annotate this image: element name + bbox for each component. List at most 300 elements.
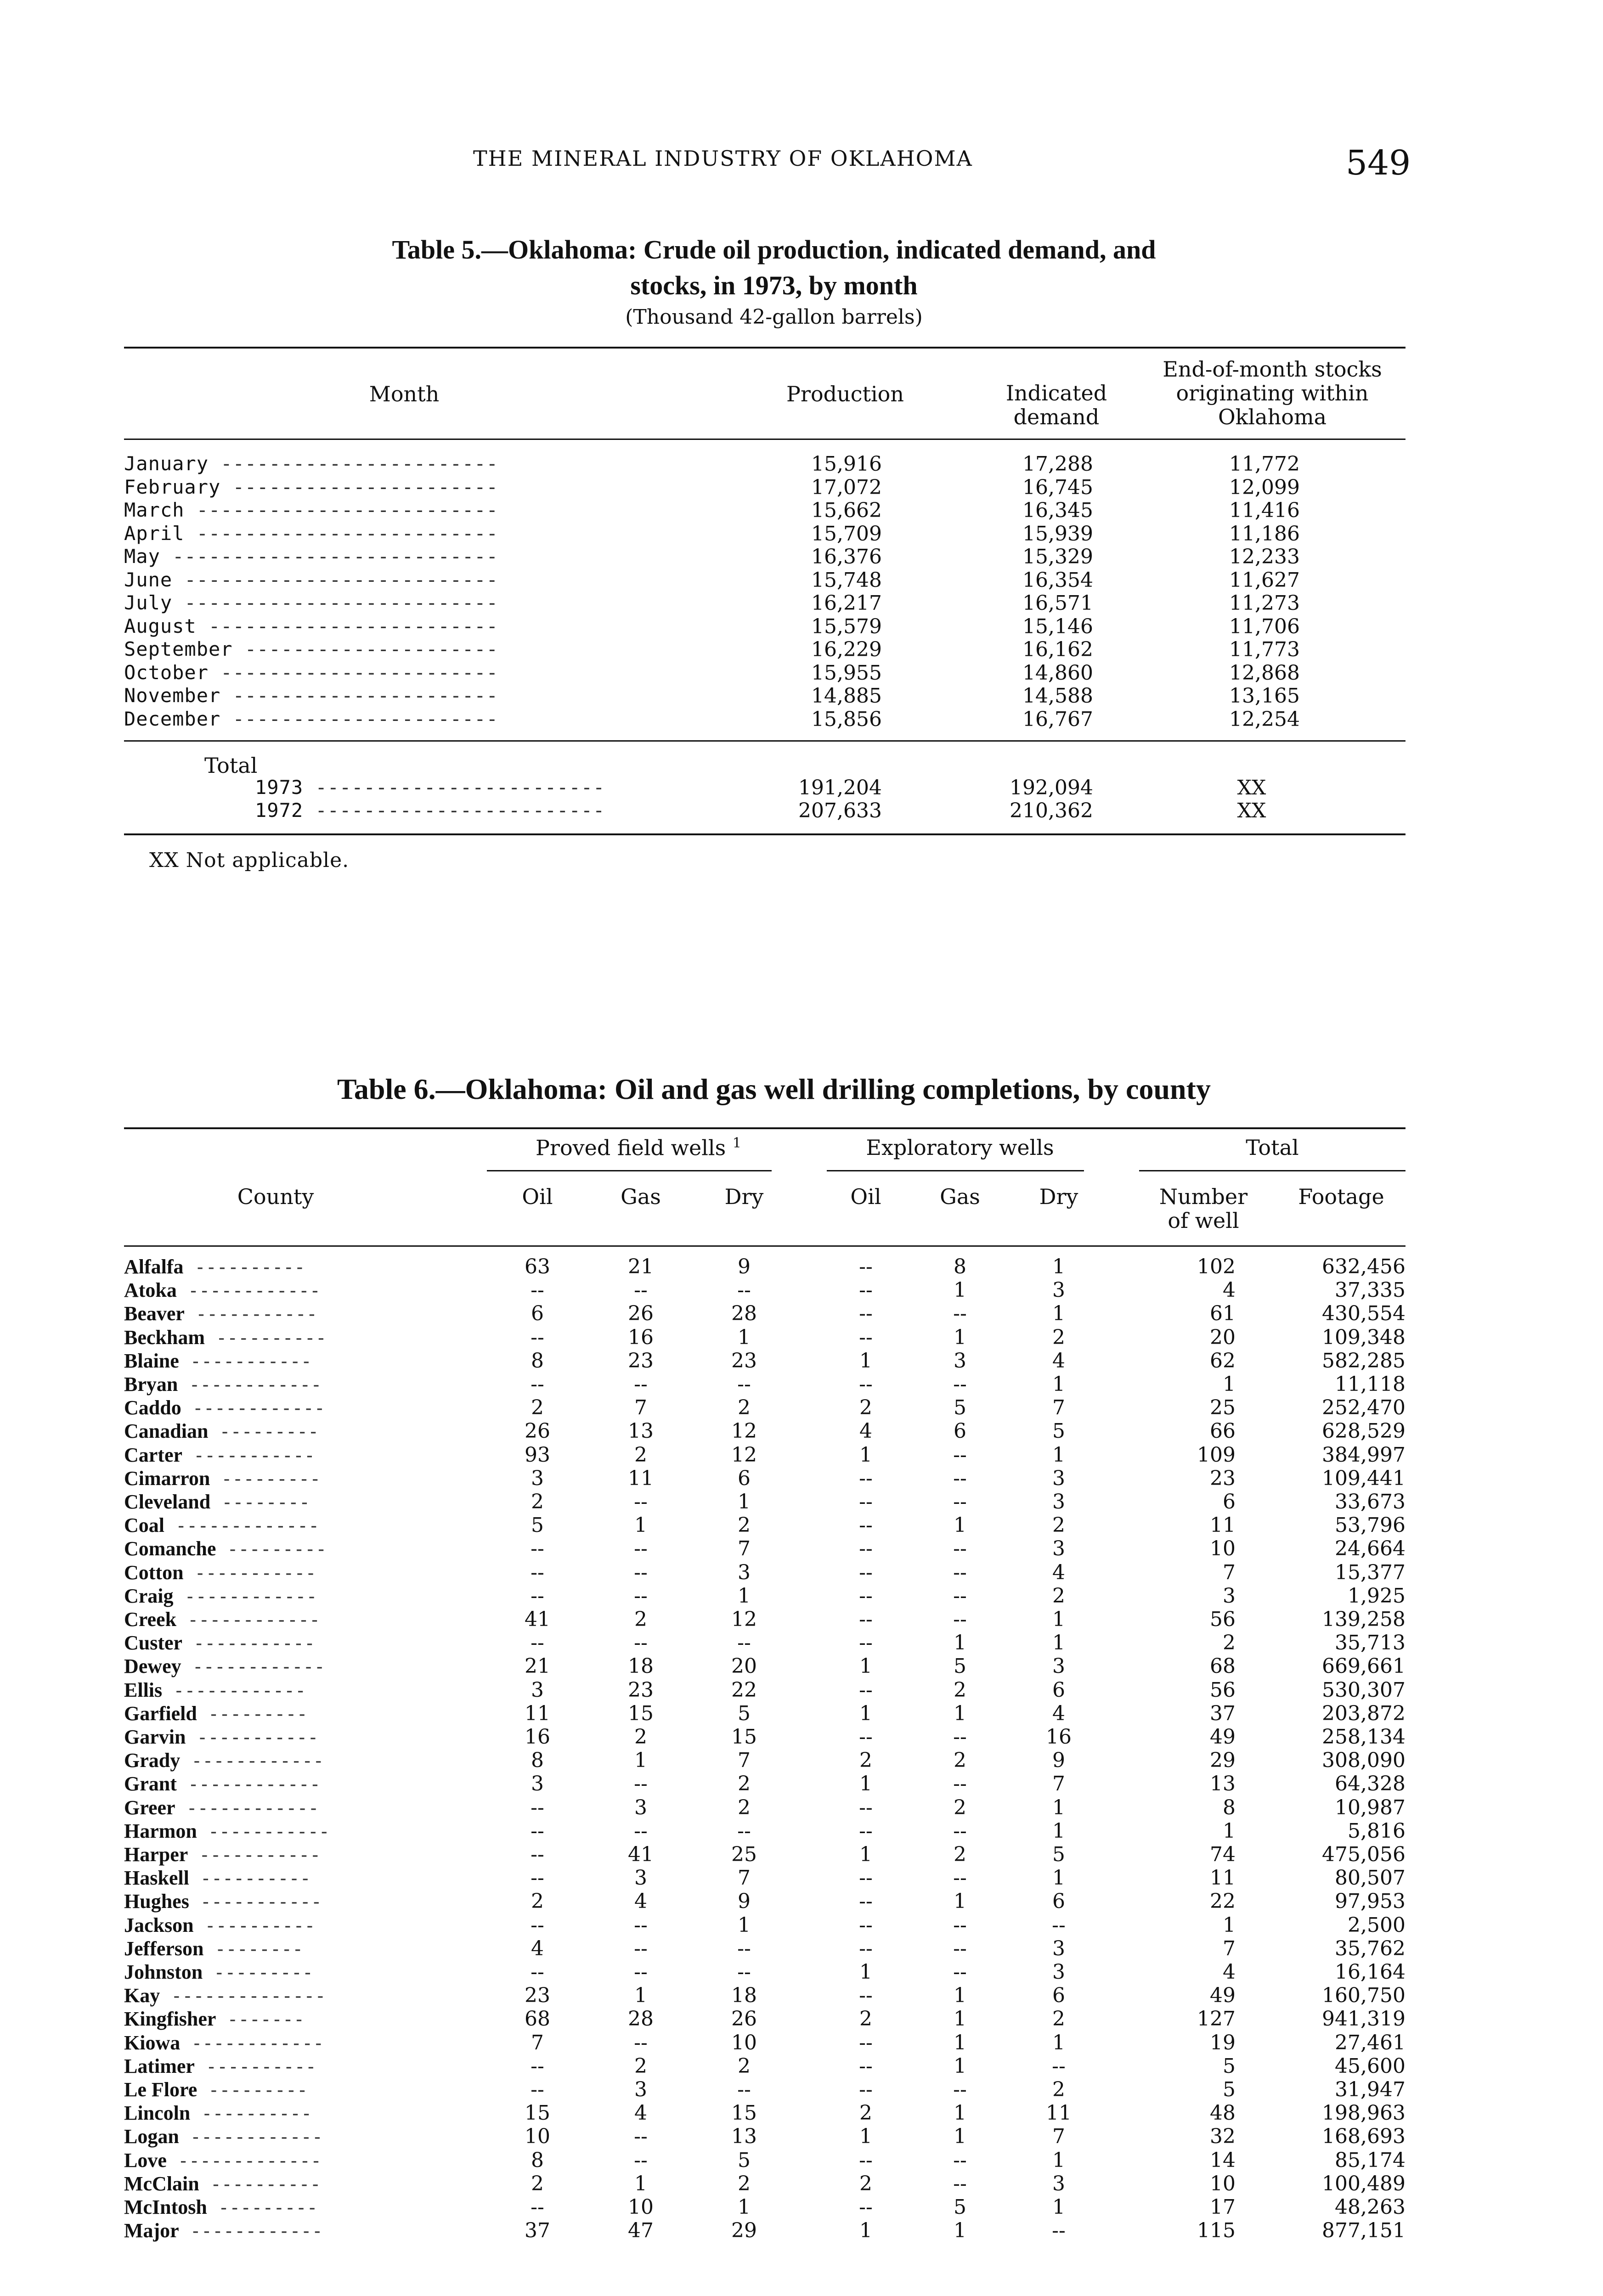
leader-dots: ----------- xyxy=(188,1845,321,1866)
table6-p-gas-value: -- xyxy=(634,1819,648,1843)
table6-e-oil-value: -- xyxy=(859,1255,873,1278)
table6-e-gas-value: 2 xyxy=(954,1749,966,1772)
leader-dots: ---------- xyxy=(193,1915,316,1936)
table6-p-dry-value: 2 xyxy=(738,1772,751,1795)
table6-p-dry-value: 7 xyxy=(738,1537,751,1560)
leader-dots: ------- xyxy=(216,2009,305,2030)
table6-e-oil-value: 1 xyxy=(859,1772,872,1795)
table6-e-oil-value: -- xyxy=(859,1467,873,1490)
table6-footage-value: 16,164 xyxy=(1335,1960,1405,1984)
table6-p-oil-value: 11 xyxy=(525,1702,550,1725)
table6-number-value: 5 xyxy=(1223,2054,1236,2078)
table6-e-oil-value: -- xyxy=(859,1584,873,1608)
table6-col-proved-dry: Dry xyxy=(724,1184,764,1209)
table6-county-label: Hughes ----------- xyxy=(124,1890,322,1913)
table6-footage-value: 37,335 xyxy=(1335,1278,1405,1302)
table6-total-span-rule xyxy=(1139,1170,1405,1171)
table6-e-oil-value: -- xyxy=(859,2149,873,2172)
table6-p-oil-value: 3 xyxy=(531,1467,544,1490)
table5-stocks-value: 11,186 xyxy=(1229,522,1300,546)
table5-production-value: 15,662 xyxy=(811,499,882,522)
table6-p-dry-value: 18 xyxy=(731,1984,757,2007)
table6-p-dry-value: 1 xyxy=(738,1913,751,1937)
table6-county-label: Beckham ---------- xyxy=(124,1326,327,1349)
table6-p-oil-value: -- xyxy=(531,2078,544,2101)
table6-p-dry-value: 22 xyxy=(731,1678,757,1702)
table6-e-oil-value: 1 xyxy=(859,1349,872,1373)
table6-e-dry-value: 6 xyxy=(1052,1890,1065,1913)
table6-e-dry-value: 16 xyxy=(1046,1725,1072,1749)
table6-county-label: Comanche --------- xyxy=(124,1537,327,1560)
table6-p-gas-value: 23 xyxy=(628,1678,654,1702)
table6-e-gas-value: -- xyxy=(953,1443,967,1467)
table6-e-gas-value: 8 xyxy=(954,1255,966,1278)
table5-stocks-value: 11,772 xyxy=(1229,452,1300,476)
table6-number-value: 3 xyxy=(1223,1584,1236,1608)
table6-e-oil-value: 1 xyxy=(859,2219,872,2242)
leader-dots: ------------ xyxy=(181,1656,325,1677)
table6-p-dry-value: 12 xyxy=(731,1419,757,1443)
table6-e-oil-value: -- xyxy=(859,2195,873,2219)
table6-p-oil-value: 21 xyxy=(525,1654,550,1678)
table6-footage-value: 31,947 xyxy=(1335,2078,1405,2101)
table5-production-value: 16,217 xyxy=(811,591,882,615)
table6-p-oil-value: 3 xyxy=(531,1772,544,1795)
table6-number-value: 4 xyxy=(1223,1278,1236,1302)
table5-bottom-rule xyxy=(124,833,1405,835)
table6-e-gas-value: -- xyxy=(953,1772,967,1795)
table6-e-dry-value: 3 xyxy=(1052,1537,1065,1560)
table6-p-dry-value: 15 xyxy=(731,1725,757,1749)
table6-p-oil-value: 26 xyxy=(525,1419,550,1443)
leader-dots: --------- xyxy=(210,1469,321,1490)
table6-p-gas-value: -- xyxy=(634,1913,648,1937)
table6-e-gas-value: 1 xyxy=(954,2101,966,2125)
table6-p-oil-value: 15 xyxy=(525,2101,550,2125)
table6-county-label: Johnston --------- xyxy=(124,1961,314,1983)
table6-p-dry-value: 13 xyxy=(731,2125,757,2148)
table5-col-production: Production xyxy=(786,382,904,406)
table6-footage-value: 109,348 xyxy=(1322,1326,1405,1349)
table6-county-label: Jackson ---------- xyxy=(124,1914,316,1936)
table6-county-label: Greer ------------ xyxy=(124,1796,319,1819)
table6-e-dry-value: 3 xyxy=(1052,1490,1065,1514)
table6-e-dry-value: 5 xyxy=(1052,1419,1065,1443)
table6-number-value: 13 xyxy=(1210,1772,1236,1795)
table5-production-value: 17,072 xyxy=(811,476,882,499)
table6-e-dry-value: 1 xyxy=(1052,2149,1065,2172)
table5-title-line1: Table 5.—Oklahoma: Crude oil production, indicated demand, and xyxy=(392,235,1156,264)
table6-e-gas-value: -- xyxy=(953,1866,967,1890)
table5-col-stocks: End-of-month stocks originating within Oklahoma xyxy=(1163,357,1382,429)
table6-footage-value: 85,174 xyxy=(1335,2149,1405,2172)
table6-group-exploratory: Exploratory wells xyxy=(866,1135,1054,1160)
table6-e-oil-value: -- xyxy=(859,1608,873,1631)
table6-e-dry-value: 2 xyxy=(1052,1326,1065,1349)
table6-number-value: 4 xyxy=(1223,1960,1236,1984)
table6-footage-value: 11,118 xyxy=(1335,1373,1405,1396)
leader-dots: ---------------------- xyxy=(220,476,498,498)
leader-dots: -------- xyxy=(210,1492,310,1513)
leader-dots: ------------ xyxy=(181,1398,325,1419)
table6-county-label: Love ------------- xyxy=(124,2149,322,2172)
table6-p-dry-value: 7 xyxy=(738,1749,751,1772)
table6-county-label: Major ------------ xyxy=(124,2219,323,2242)
table6-p-oil-value: -- xyxy=(531,1561,544,1584)
table6-p-gas-value: 18 xyxy=(628,1654,654,1678)
table6-county-label: Beaver ----------- xyxy=(124,1302,317,1325)
leader-dots: -------------------------- xyxy=(172,591,498,614)
table6-e-oil-value: -- xyxy=(859,1278,873,1302)
leader-dots: ----------------------- xyxy=(209,452,498,475)
table6-e-oil-value: -- xyxy=(859,1514,873,1537)
table6-footage-value: 308,090 xyxy=(1322,1749,1405,1772)
table6-p-gas-value: 23 xyxy=(628,1349,654,1373)
table6-number-value: 23 xyxy=(1210,1467,1236,1490)
table6-e-oil-value: 1 xyxy=(859,2125,872,2148)
table6-p-gas-value: 41 xyxy=(628,1843,654,1866)
table6-county-label: Canadian --------- xyxy=(124,1420,319,1442)
table6-e-dry-value: 2 xyxy=(1052,1584,1065,1608)
table5-demand-value: 16,345 xyxy=(1022,499,1093,522)
table6-county-label: Jefferson -------- xyxy=(124,1937,304,1960)
table5-title-line2: stocks, in 1973, by month xyxy=(630,270,918,300)
table5-total-demand: 210,362 xyxy=(1010,799,1093,822)
table5-demand-value: 16,745 xyxy=(1022,476,1093,499)
table5-stocks-value: 12,254 xyxy=(1229,708,1300,731)
table6-county-label: Carter ----------- xyxy=(124,1444,315,1466)
table5-demand-value: 16,767 xyxy=(1022,708,1093,731)
table6-number-value: 10 xyxy=(1210,1537,1236,1560)
table6-county-label: Alfalfa ---------- xyxy=(124,1255,305,1278)
table6-number-value: 74 xyxy=(1210,1843,1236,1866)
table6-county-label: Craig ------------ xyxy=(124,1585,317,1607)
leader-dots: ---------- xyxy=(183,1257,305,1278)
leader-dots: ------------------------ xyxy=(196,615,498,637)
table6-number-value: 48 xyxy=(1210,2101,1236,2125)
table6-e-dry-value: 1 xyxy=(1052,1373,1065,1396)
table6-e-dry-value: 11 xyxy=(1046,2101,1072,2125)
table6-county-label: Latimer ---------- xyxy=(124,2055,316,2077)
table6-number-value: 115 xyxy=(1197,2219,1236,2242)
table6-e-oil-value: -- xyxy=(859,2054,873,2078)
leader-dots: --------- xyxy=(208,1421,319,1442)
table5-month-label: September --------------------- xyxy=(124,638,498,660)
leader-dots: ----------- xyxy=(186,1727,319,1748)
table6-county-label: Grant ------------ xyxy=(124,1773,321,1795)
table6-p-dry-value: 2 xyxy=(738,2054,751,2078)
table6-p-oil-value: 37 xyxy=(525,2219,550,2242)
table6-footage-value: 33,673 xyxy=(1335,1490,1405,1514)
leader-dots: ------------- xyxy=(164,1515,320,1536)
table6-col-footage: Footage xyxy=(1298,1184,1384,1209)
table6-p-gas-value: 4 xyxy=(634,2101,647,2125)
table5-subtitle: (Thousand 42-gallon barrels) xyxy=(625,305,923,329)
table6-p-oil-value: 41 xyxy=(525,1608,550,1631)
table5-month-label: March ------------------------- xyxy=(124,499,498,521)
leader-dots: ------------ xyxy=(176,1280,321,1301)
table6-e-oil-value: -- xyxy=(859,1796,873,1819)
table6-number-value: 8 xyxy=(1223,1796,1236,1819)
table6-col-expl-dry: Dry xyxy=(1039,1184,1078,1209)
leader-dots: --------- xyxy=(203,1962,314,1983)
table5-production-value: 14,885 xyxy=(811,684,882,708)
table6-p-oil-value: -- xyxy=(531,1796,544,1819)
table5-month-label: January ----------------------- xyxy=(124,452,498,475)
table5-month-label: December ---------------------- xyxy=(124,708,498,730)
table6-footage-value: 64,328 xyxy=(1335,1772,1405,1795)
table5-demand-value: 16,354 xyxy=(1022,568,1093,592)
table6-p-oil-value: -- xyxy=(531,1843,544,1866)
table6-e-gas-value: 1 xyxy=(954,1278,966,1302)
table5-title xyxy=(124,232,1424,304)
table6-p-gas-value: -- xyxy=(634,1937,648,1960)
table6-p-dry-value: 9 xyxy=(738,1890,751,1913)
table6-p-oil-value: 68 xyxy=(525,2007,550,2031)
table6-number-value: 37 xyxy=(1210,1702,1236,1725)
table6-e-dry-value: 3 xyxy=(1052,1467,1065,1490)
table6-e-dry-value: 2 xyxy=(1052,1514,1065,1537)
table5-month-label: February ---------------------- xyxy=(124,476,498,498)
table6-number-value: 5 xyxy=(1223,2078,1236,2101)
table6-col-expl-oil: Oil xyxy=(850,1184,881,1209)
table6-e-oil-value: -- xyxy=(859,1819,873,1843)
table6-county-label: Custer ----------- xyxy=(124,1632,316,1654)
table6-e-dry-value: 1 xyxy=(1052,1302,1065,1325)
table6-county-label: Kay -------------- xyxy=(124,1984,326,2007)
table6-e-dry-value: 7 xyxy=(1052,1772,1065,1795)
table6-e-oil-value: -- xyxy=(859,1678,873,1702)
table6-e-gas-value: 5 xyxy=(954,2195,966,2219)
table6-e-dry-value: 4 xyxy=(1052,1561,1065,1584)
table6-number-value: 6 xyxy=(1223,1490,1236,1514)
table6-footage-value: 669,661 xyxy=(1322,1654,1405,1678)
table5-total-stocks: XX xyxy=(1237,799,1266,822)
table6-county-label: Lincoln ---------- xyxy=(124,2102,312,2124)
table6-e-oil-value: -- xyxy=(859,1937,873,1960)
table6-footage-value: 198,963 xyxy=(1322,2101,1405,2125)
table6-county-label: Cotton ----------- xyxy=(124,1561,316,1584)
table6-footage-value: 109,441 xyxy=(1322,1467,1405,1490)
table6-p-oil-value: 7 xyxy=(531,2031,544,2054)
table6-e-dry-value: -- xyxy=(1052,2054,1066,2078)
table6-p-gas-value: 1 xyxy=(634,1749,647,1772)
table5-demand-value: 15,329 xyxy=(1022,545,1093,568)
table6-county-label: Cleveland -------- xyxy=(124,1491,310,1513)
table6-e-gas-value: 1 xyxy=(954,1890,966,1913)
leader-dots: ---------- xyxy=(205,1328,327,1349)
table6-e-gas-value: 2 xyxy=(954,1796,966,1819)
table6-number-value: 49 xyxy=(1210,1725,1236,1749)
table6-e-dry-value: 1 xyxy=(1052,1819,1065,1843)
table6-title: Table 6.—Oklahoma: Oil and gas well drilling completions, by county xyxy=(337,1073,1211,1105)
leader-dots: ------------------------- xyxy=(184,499,498,521)
table6-p-dry-value: 2 xyxy=(738,1396,751,1419)
table6-p-gas-value: 1 xyxy=(634,2172,647,2195)
table6-county-label: Coal ------------- xyxy=(124,1514,320,1536)
leader-dots: ------------ xyxy=(176,1609,321,1631)
table6-p-oil-value: 3 xyxy=(531,1678,544,1702)
leader-dots: ---------- xyxy=(190,2103,312,2124)
table5-production-value: 15,916 xyxy=(811,452,882,476)
table6-e-oil-value: 2 xyxy=(859,1749,872,1772)
table6-p-dry-value: -- xyxy=(737,1960,751,1984)
table6-footage-value: 384,997 xyxy=(1322,1443,1405,1467)
table6-p-dry-value: -- xyxy=(737,1373,751,1396)
leader-dots: -------- xyxy=(203,1939,304,1960)
leader-dots: --------- xyxy=(216,1539,327,1560)
table6-exploratory-span-rule xyxy=(827,1170,1084,1171)
table6-e-gas-value: -- xyxy=(953,1467,967,1490)
table6-e-gas-value: 1 xyxy=(954,2219,966,2242)
table6-p-dry-value: 6 xyxy=(738,1467,751,1490)
leader-dots: --------- xyxy=(207,2197,318,2218)
table6-e-gas-value: 5 xyxy=(954,1654,966,1678)
table6-e-oil-value: -- xyxy=(859,1866,873,1890)
table6-p-gas-value: 47 xyxy=(628,2219,654,2242)
table6-p-gas-value: -- xyxy=(634,1278,648,1302)
leader-dots: -------------------------- xyxy=(172,568,498,591)
table6-number-value: 102 xyxy=(1197,1255,1236,1278)
leader-dots: ------------ xyxy=(173,1586,317,1607)
table6-e-oil-value: 1 xyxy=(859,1654,872,1678)
leader-dots: ----------------------- xyxy=(209,661,498,684)
table6-footage-value: 48,263 xyxy=(1335,2195,1405,2219)
table6-e-dry-value: 7 xyxy=(1052,2125,1065,2148)
table5-demand-value: 14,860 xyxy=(1022,661,1093,685)
table6-p-oil-value: 8 xyxy=(531,2149,544,2172)
table6-footage-value: 203,872 xyxy=(1322,1702,1405,1725)
table6-e-dry-value: 7 xyxy=(1052,1396,1065,1419)
table6-e-oil-value: -- xyxy=(859,1725,873,1749)
table6-p-gas-value: -- xyxy=(634,2031,648,2054)
table6-p-dry-value: 2 xyxy=(738,1514,751,1537)
table6-footage-value: 97,953 xyxy=(1335,1890,1405,1913)
table5-total-production: 207,633 xyxy=(798,799,882,822)
table6-p-gas-value: 1 xyxy=(634,1514,647,1537)
leader-dots: ----------- xyxy=(182,1445,315,1466)
table6-footage-value: 5,816 xyxy=(1348,1819,1405,1843)
table5-production-value: 16,229 xyxy=(811,638,882,661)
table5-month-label: October ----------------------- xyxy=(124,661,498,684)
table5-stocks-value: 11,773 xyxy=(1229,638,1300,661)
leader-dots: ------------ xyxy=(176,1774,321,1795)
table6-e-dry-value: 1 xyxy=(1052,2195,1065,2219)
table6-footage-value: 530,307 xyxy=(1322,1678,1405,1702)
table6-e-gas-value: 1 xyxy=(954,1984,966,2007)
table6-county-label: Logan ------------ xyxy=(124,2125,323,2148)
table5-demand-value: 14,588 xyxy=(1022,684,1093,708)
leader-dots: ----------- xyxy=(179,1351,312,1372)
table6-p-oil-value: 5 xyxy=(531,1514,544,1537)
table6-footage-value: 35,713 xyxy=(1335,1631,1405,1654)
leader-dots: -------------- xyxy=(160,1986,326,2007)
table6-p-gas-value: 2 xyxy=(634,1608,647,1631)
table5-month-label: July -------------------------- xyxy=(124,591,498,614)
table6-p-oil-value: 6 xyxy=(531,1302,544,1325)
leader-dots: ----------- xyxy=(182,1633,316,1654)
table6-number-value: 2 xyxy=(1223,1631,1236,1654)
table6-p-gas-value: 13 xyxy=(628,1419,654,1443)
table6-group-total: Total xyxy=(1246,1135,1299,1160)
table6-number-value: 56 xyxy=(1210,1678,1236,1702)
leader-dots: --------- xyxy=(197,2080,308,2101)
table6-p-gas-value: 11 xyxy=(628,1467,654,1490)
table6-p-dry-value: -- xyxy=(737,1937,751,1960)
leader-dots: ----------- xyxy=(183,1563,316,1584)
table6-p-oil-value: -- xyxy=(531,1866,544,1890)
table5-production-value: 15,579 xyxy=(811,615,882,638)
table6-e-dry-value: 2 xyxy=(1052,2078,1065,2101)
table6-p-oil-value: -- xyxy=(531,1819,544,1843)
table6-number-value: 17 xyxy=(1210,2195,1236,2219)
table6-p-dry-value: 10 xyxy=(731,2031,757,2054)
leader-dots: --------- xyxy=(197,1704,308,1725)
table6-footage-value: 35,762 xyxy=(1335,1937,1405,1960)
table6-p-oil-value: -- xyxy=(531,1278,544,1302)
table5-total-label: Total xyxy=(204,753,258,778)
table6-p-gas-value: 2 xyxy=(634,2054,647,2078)
table6-county-label: Cimarron --------- xyxy=(124,1467,321,1490)
table6-p-gas-value: 28 xyxy=(628,2007,654,2031)
table6-p-dry-value: 26 xyxy=(731,2007,757,2031)
table5-header-rule xyxy=(124,439,1405,440)
table6-p-oil-value: -- xyxy=(531,1537,544,1560)
table6-e-dry-value: 1 xyxy=(1052,1255,1065,1278)
table5-total-year: 1973 ------------------------ xyxy=(255,776,605,799)
table5-footnote: XX Not applicable. xyxy=(149,849,350,872)
table6-number-value: 68 xyxy=(1210,1654,1236,1678)
table6-col-number: Number of well xyxy=(1159,1184,1248,1233)
table5-month-label: April ------------------------- xyxy=(124,522,498,545)
table6-col-proved-gas: Gas xyxy=(621,1184,661,1209)
table6-footage-value: 139,258 xyxy=(1322,1608,1405,1631)
table6-e-gas-value: -- xyxy=(953,1960,967,1984)
table6-e-oil-value: -- xyxy=(859,1913,873,1937)
table6-p-dry-value: 23 xyxy=(731,1349,757,1373)
table5-demand-value: 16,571 xyxy=(1022,591,1093,615)
table6-number-value: 62 xyxy=(1210,1349,1236,1373)
leader-dots: ----------- xyxy=(184,1304,317,1325)
table6-p-dry-value: 15 xyxy=(731,2101,757,2125)
table6-proved-span-rule xyxy=(487,1170,772,1171)
leader-dots: ------------ xyxy=(180,2033,324,2054)
leader-dots: ------------ xyxy=(180,1750,324,1772)
table6-e-oil-value: -- xyxy=(859,1984,873,2007)
leader-dots: ---------- xyxy=(194,2056,316,2077)
table6-p-oil-value: 23 xyxy=(525,1984,550,2007)
leader-dots: ----------- xyxy=(197,1821,330,1842)
table6-e-gas-value: 1 xyxy=(954,2054,966,2078)
table6-number-value: 29 xyxy=(1210,1749,1236,1772)
table6-p-gas-value: -- xyxy=(634,1537,648,1560)
table6-e-dry-value: 4 xyxy=(1052,1702,1065,1725)
table6-p-gas-value: -- xyxy=(634,2149,648,2172)
table6-e-gas-value: -- xyxy=(953,2172,967,2195)
table6-county-label: McClain ---------- xyxy=(124,2172,321,2195)
page-number: 549 xyxy=(1346,143,1411,183)
table5-demand-value: 15,146 xyxy=(1022,615,1093,638)
table6-e-gas-value: -- xyxy=(953,2149,967,2172)
table6-number-value: 20 xyxy=(1210,1326,1236,1349)
table6-e-dry-value: 4 xyxy=(1052,1349,1065,1373)
table6-col-county: County xyxy=(237,1184,314,1209)
table6-col-proved-oil: Oil xyxy=(522,1184,553,1209)
table6-e-dry-value: 6 xyxy=(1052,1678,1065,1702)
table6-county-label: Kiowa ------------ xyxy=(124,2032,324,2054)
leader-dots: ------------------------ xyxy=(303,799,605,822)
table6-e-oil-value: 2 xyxy=(859,2101,872,2125)
